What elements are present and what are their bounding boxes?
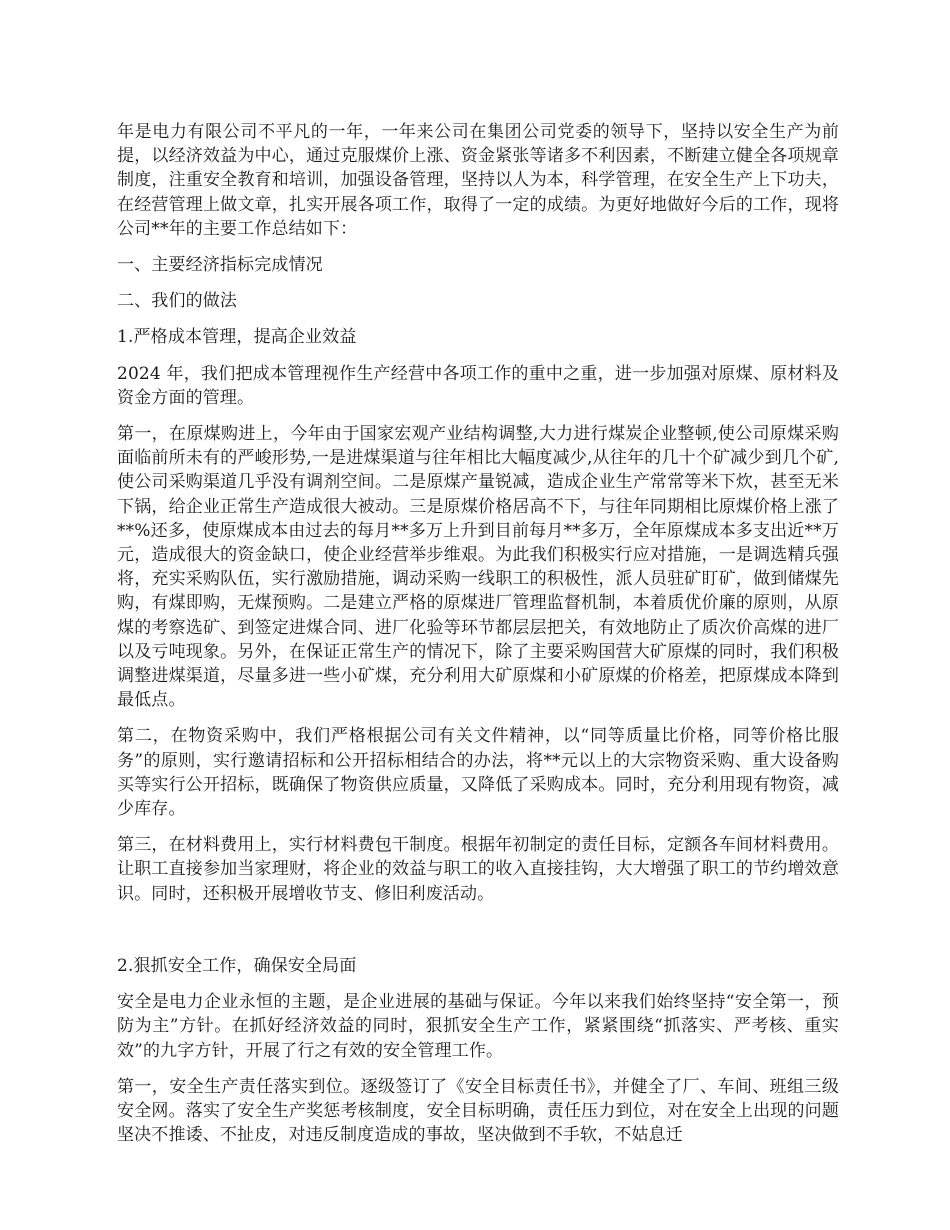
section-1-intro: 2024 年，我们把成本管理视作生产经营中各项工作的重中之重，进一步加强对原煤、原材料及资金方面的管理。 [117,363,839,408]
section-2-intro: 安全是电力企业永恒的主题，是企业进展的基础与保证。今年以来我们始终坚持“安全第一，预防为主”方针。在抓好经济效益的同时，狠抓安全生产工作，紧紧围绕“抓落实、严考核、重实效”的九字方针，开展了行之有效的安全管理工作。 [117,992,839,1061]
section-1-paragraph-1: 第一，在原煤购进上，今年由于国家宏观产业结构调整,大力进行煤炭企业整顿,使公司原煤采购面临前所未有的严峻形势,一是进煤渠道与往年相比大幅度减少,从往年的几十个矿减少到几个矿,使公司采购渠道几乎没有调剂空间。二是原煤产量锐减，造成企业生产常常等米下炊，甚至无米下锅，给企业正常生产造成很大被动。三是原煤价格居高不下，与往年同期相比原煤价格上涨了**%还多，使原煤成本由过去的每月**多万上升到目前每月**多万，全年原煤成本多支出近**万元，造成很大的资金缺口，使企业经营举步维艰。为此我们积极实行应对措施，一是调选精兵强将，充实采购队伍，实行激励措施，调动采购一线职工的积极性，派人员驻矿盯矿，做到储煤先购，有煤即购，无煤预购。二是建立严格的原煤进厂管理监督机制，本着质优价廉的原则，从原煤的考察选矿、到签定进煤合同、进厂化验等环节都层层把关，有效地防止了质次价高煤的进厂以及亏吨现象。另外，在保证正常生产的情况下，除了主要采购国营大矿原煤的同时，我们积极调整进煤渠道，尽量多进一些小矿煤，充分利用大矿原煤和小矿原煤的价格差，把原煤成本降到最低点。 [117,424,839,711]
section-1-paragraph-2: 第二，在物资采购中，我们严格根据公司有关文件精神，以“同等质量比价格，同等价格比服务”的原则，实行邀请招标和公开招标相结合的办法，将**元以上的大宗物资采购、重大设备购买等实行公开招标，既确保了物资供应质量，又降低了采购成本。同时，充分利用现有物资，减少库存。 [117,726,839,820]
intro-paragraph: 年是电力有限公司不平凡的一年，一年来公司在集团公司党委的领导下，坚持以安全生产为前提，以经济效益为中心，通过克服煤价上涨、资金紧张等诸多不利因素，不断建立健全各项规章制度，注重安全教育和培训，加强设备管理，坚持以人为本，科学管理，在安全生产上下功夫，在经营管理上做文章，扎实开展各项工作，取得了一定的成绩。为更好地做好今后的工作，现将公司**年的主要工作总结如下： [117,122,839,239]
heading-our-methods: 二、我们的做法 [117,291,238,312]
heading-economic-indicators: 一、主要经济指标完成情况 [117,255,323,276]
section-2-paragraph-1: 第一，安全生产责任落实到位。逐级签订了《安全目标责任书》，并健全了厂、车间、班组三级安全网。落实了安全生产奖惩考核制度，安全目标明确，责任压力到位，对在安全上出现的问题坚决不推诿、不扯皮，对违反制度造成的事故，坚决做到不手软，不姑息迁 [117,1076,839,1146]
document-body [117,120,839,1159]
section-2-title: 2.狠抓安全工作，确保安全局面 [117,955,357,976]
section-1-paragraph-3: 第三，在材料费用上，实行材料费包干制度。根据年初制定的责任目标，定额各车间材料费用。让职工直接参加当家理财，将企业的效益与职工的收入直接挂钩，大大增强了职工的节约增效意识。同时，还积极开展增收节支、修旧利废活动。 [117,835,839,904]
section-1-title: 1.严格成本管理，提高企业效益 [117,327,357,348]
section-spacer [117,918,839,954]
